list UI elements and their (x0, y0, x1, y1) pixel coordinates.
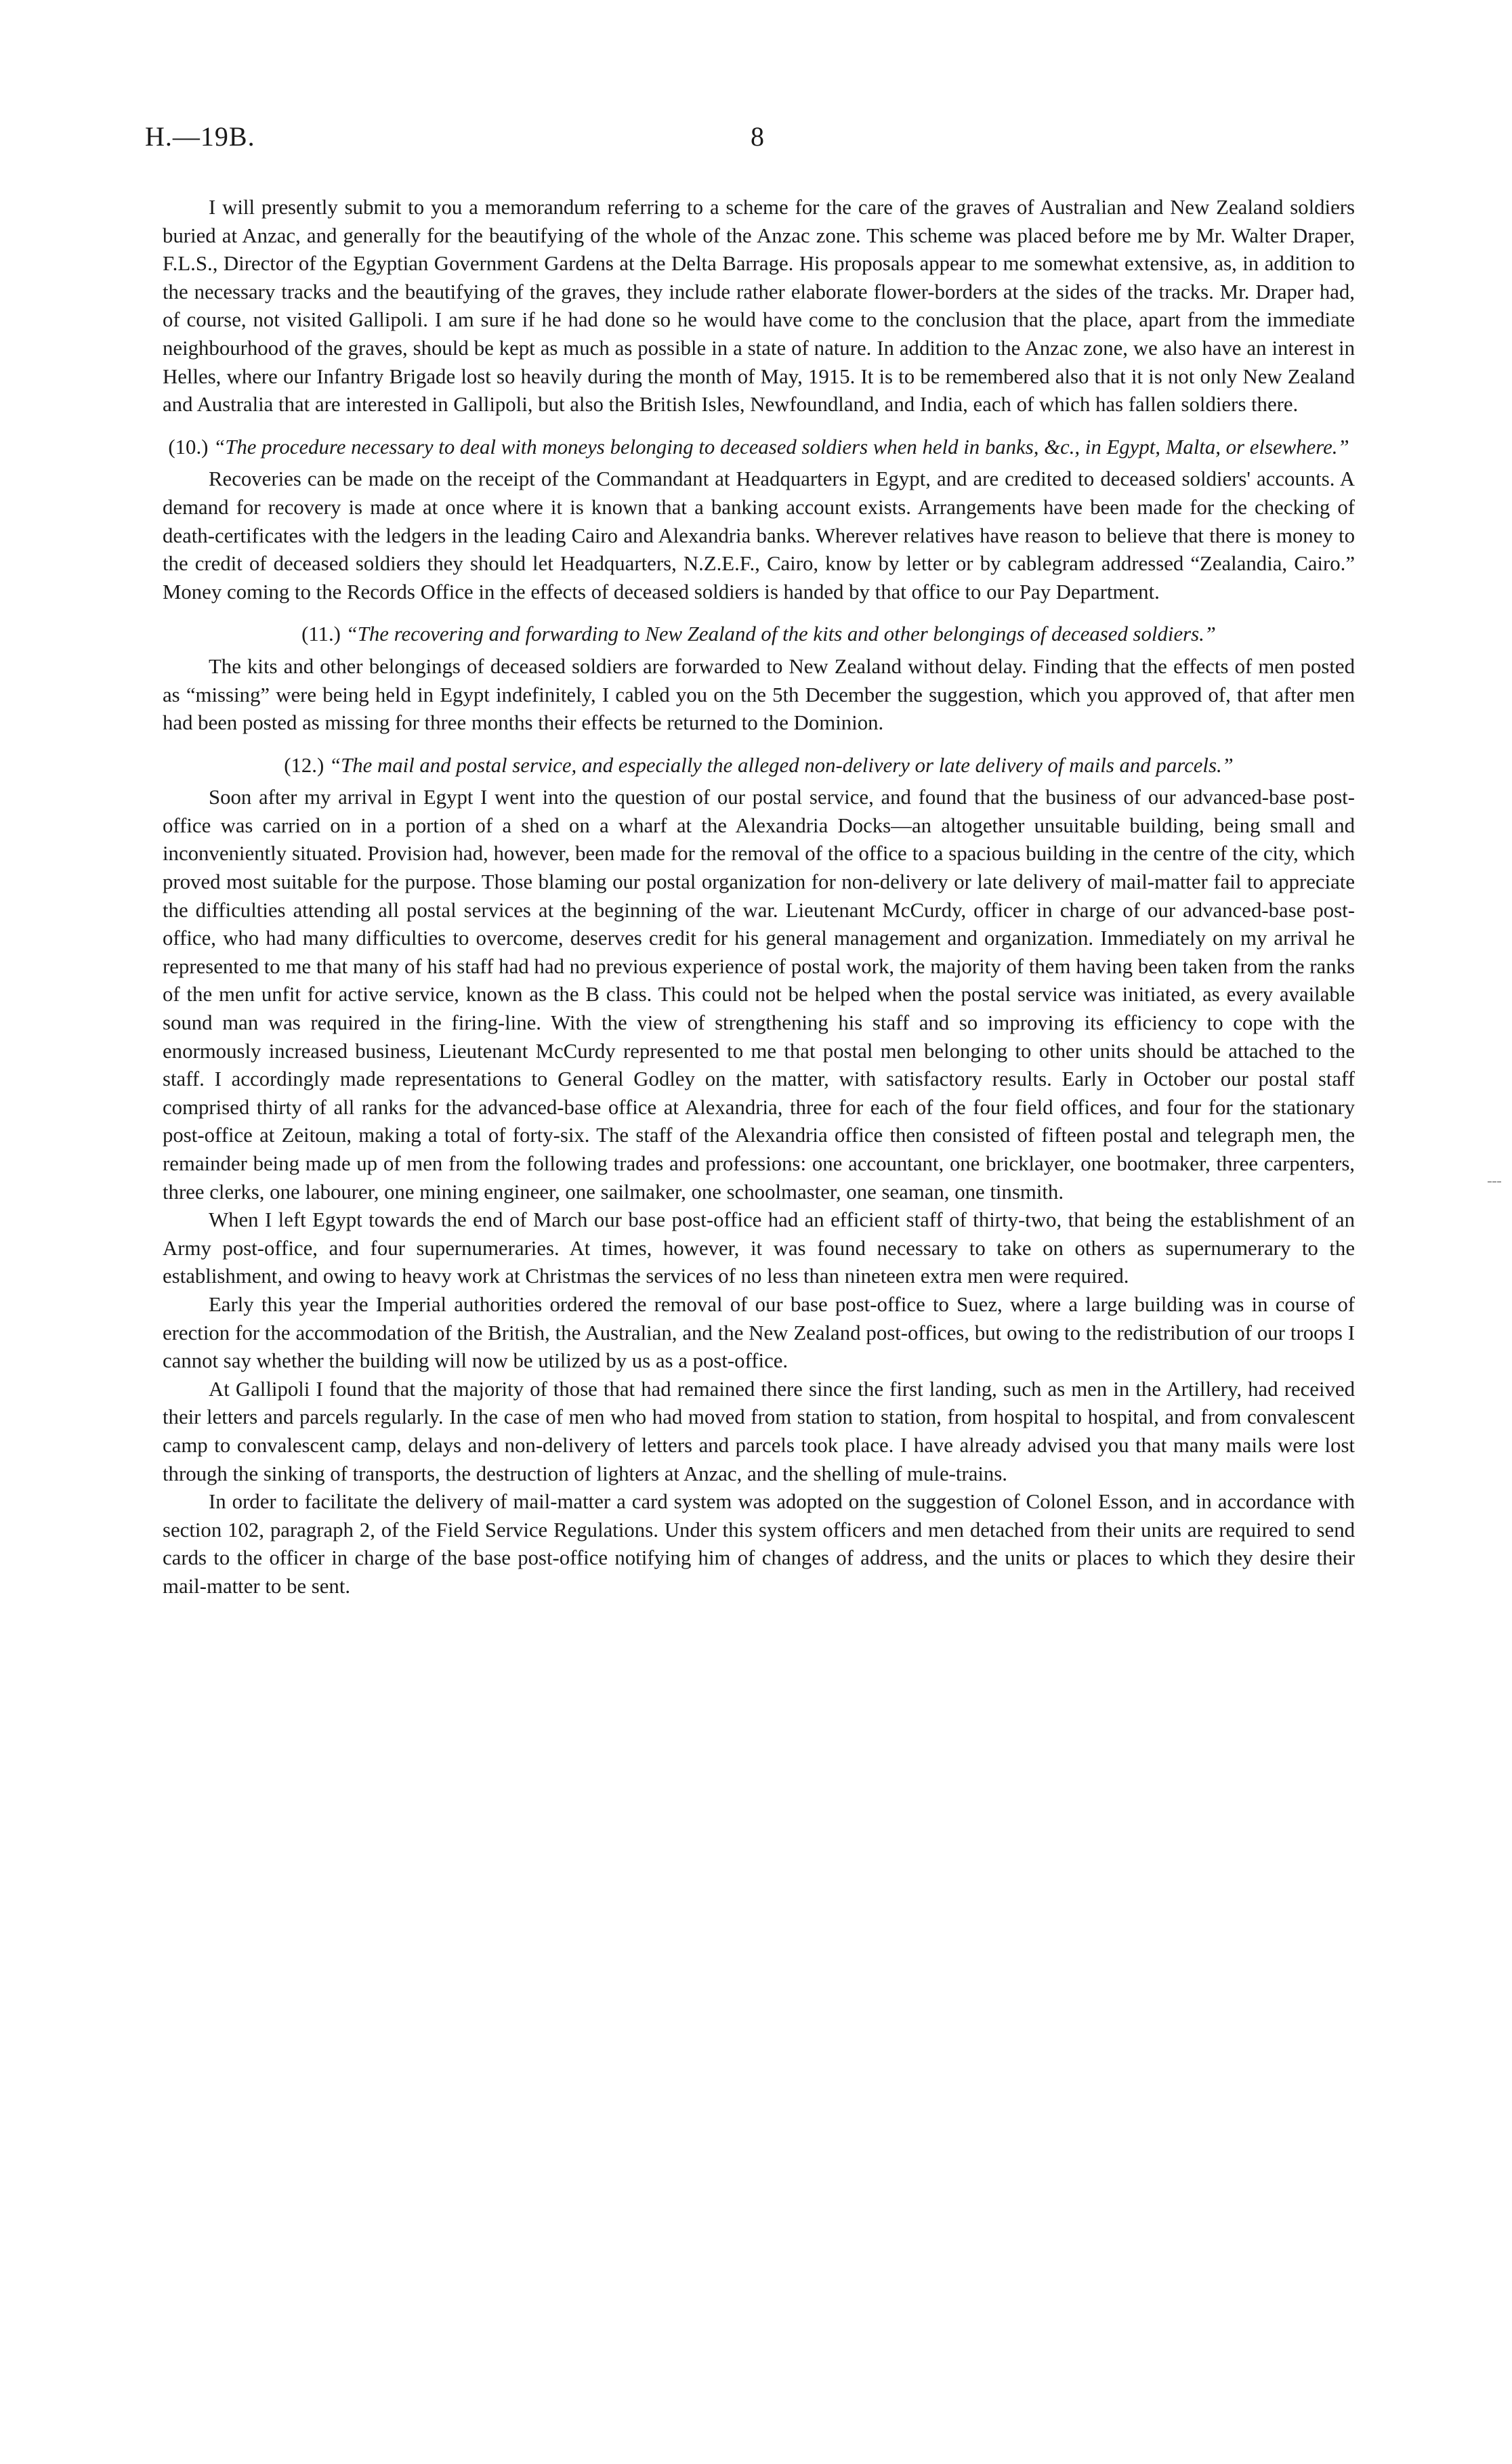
document-body (163, 194, 1355, 1601)
section-10-heading (163, 433, 1355, 462)
section-11-paragraph: The kits and other belongings of deceased soldiers are forwarded to New Zealand without delay. Finding that the effects of men posted as “missing” were being held in Egypt indefinitely, I cabled you on the 5th December the suggestion, which you approved of, that after men had been posted as missing for three months their effects be returned to the Dominion. (163, 654, 1355, 735)
section-12-title: “The mail and postal service, and especially the alleged non-delivery or late delivery of mails and parcels.” (329, 753, 1234, 777)
section-12-number: (12.) (284, 753, 324, 777)
section-12-paragraph-2: When I left Egypt towards the end of March our base post-office had an efficient staff of thirty-two, that being the establishment of an Army post-office, and four supernumeraries. At times, however, it was found necessary to take on others as supernumerary to the establishment, and owing to heavy work at Christmas the services of no less than nineteen extra men were required. (163, 1208, 1355, 1288)
section-11-title: “The recovering and forwarding to New Zealand of the kits and other belongings of deceased soldiers.” (345, 622, 1216, 646)
section-10-title: “The procedure necessary to deal with moneys belonging to deceased soldiers when held in banks, &c., in Egypt, Malta, or elsewhere.” (213, 435, 1349, 459)
section-12-heading (163, 752, 1355, 780)
section-12-paragraph-5: In order to facilitate the delivery of mail-matter a card system was adopted on the suggestion of Colonel Esson, and in accordance with section 102, paragraph 2, of the Field Service Regulations. Under this system officers and men detached from their units are required to send cards to the officer in charge of the base post-office notifying him of changes of address, and the units or places to which they desire their mail-matter to be sent. (163, 1490, 1355, 1598)
section-11-number: (11.) (301, 622, 341, 646)
section-10-number: (10.) (168, 435, 209, 459)
margin-mark (1488, 1181, 1501, 1183)
section-11-heading (163, 620, 1355, 649)
intro-paragraph: I will presently submit to you a memorandum referring to a scheme for the care of the graves of Australian and New Zealand soldiers buried at Anzac, and generally for the beautifying of the whole of the Anzac zone. This scheme was placed before me by Mr. Walter Draper, F.L.S., Director of the Egyptian Government Gardens at the Delta Barrage. His proposals appear to me somewhat extensive, as, in addition to the necessary tracks and the beautifying of the graves, they include rather elaborate flower-borders at the sides of the tracks. Mr. Draper had, of course, not visited Gallipoli. I am sure if he had done so he would have come to the conclusion that the place, apart from the immediate neighbourhood of the graves, should be kept as much as possible in a state of nature. In addition to the Anzac zone, we also have an interest in Helles, where our Infantry Brigade lost so heavily during the month of May, 1915. It is to be remembered also that it is not only New Zealand and Australia that are interested in Gallipoli, but also the British Isles, Newfoundland, and India, each of which has fallen soldiers there. (163, 196, 1355, 417)
page-number: 8 (751, 121, 764, 152)
section-12-paragraph-4: At Gallipoli I found that the majority of those that had remained there since the first landing, such as men in the Artillery, had received their letters and parcels regularly. In the case of men who had moved from station to station, from hospital to hospital, and from convalescent camp to convalescent camp, delays and non-delivery of letters and parcels took place. I have already advised you that many mails were lost through the sinking of transports, the destruction of lighters at Anzac, and the shelling of mule-trains. (163, 1377, 1355, 1485)
section-12-paragraph-3: Early this year the Imperial authorities ordered the removal of our base post-office to Suez, where a large building was in course of erection for the accommodation of the British, the Australian, and the New Zealand post-offices, but owing to the redistribution of our troops I cannot say whether the building will now be utilized by us as a post-office. (163, 1292, 1355, 1373)
document-reference: H.—19B. (145, 121, 255, 152)
section-10-paragraph: Recoveries can be made on the receipt of the Commandant at Headquarters in Egypt, and are credited to deceased soldiers' accounts. A demand for recovery is made at once where it is known that a banking account exists. Arrangements have been made for the checking of death-certificates with the ledgers in the leading Cairo and Alexandria banks. Wherever relatives have reason to believe that there is money to the credit of deceased soldiers they should let Headquarters, N.Z.E.F., Cairo, know by letter or by cablegram addressed “Zealandia, Cairo.” Money coming to the Records Office in the effects of deceased soldiers is handed by that office to our Pay Department. (163, 467, 1355, 603)
section-12-paragraph-1: Soon after my arrival in Egypt I went into the question of our postal service, and found that the business of our advanced-base post-office was carried on in a portion of a shed on a wharf at the Alexandria Docks—an altogether unsuitable building, being small and inconveniently situated. Provision had, however, been made for the removal of the office to a spacious building in the centre of the city, which proved most suitable for the purpose. Those blaming our postal organization for non-delivery or late delivery of mail-matter fail to appreciate the difficulties attending all postal services at the beginning of the war. Lieutenant McCurdy, officer in charge of our advanced-base post-office, who had many difficulties to overcome, deserves credit for his general management and organization. Immediately on my arrival he represented to me that many of his staff had had no previous experience of postal work, the majority of them having been taken from the ranks of the men unfit for active service, known as the B class. This could not be helped when the postal service was initiated, as every available sound man was required in the firing-line. With the view of strengthening his staff and so improving its efficiency to cope with the enormously increased business, Lieutenant McCurdy represented to me that postal men belonging to other units should be attached to the staff. I accordingly made representations to General Godley on the matter, with satisfactory results. Early in October our postal staff comprised thirty of all ranks for the advanced-base office at Alexandria, three for each of the four field offices, and four for the stationary post-office at Zeitoun, making a total of forty-six. The staff of the Alexandria office then consisted of fifteen postal and telegraph men, the remainder being made up of men from the following trades and professions: one accountant, one bricklayer, one bootmaker, three carpenters, three clerks, one labourer, one mining engineer, one sailmaker, one schoolmaster, one seaman, one tinsmith. (163, 786, 1355, 1204)
